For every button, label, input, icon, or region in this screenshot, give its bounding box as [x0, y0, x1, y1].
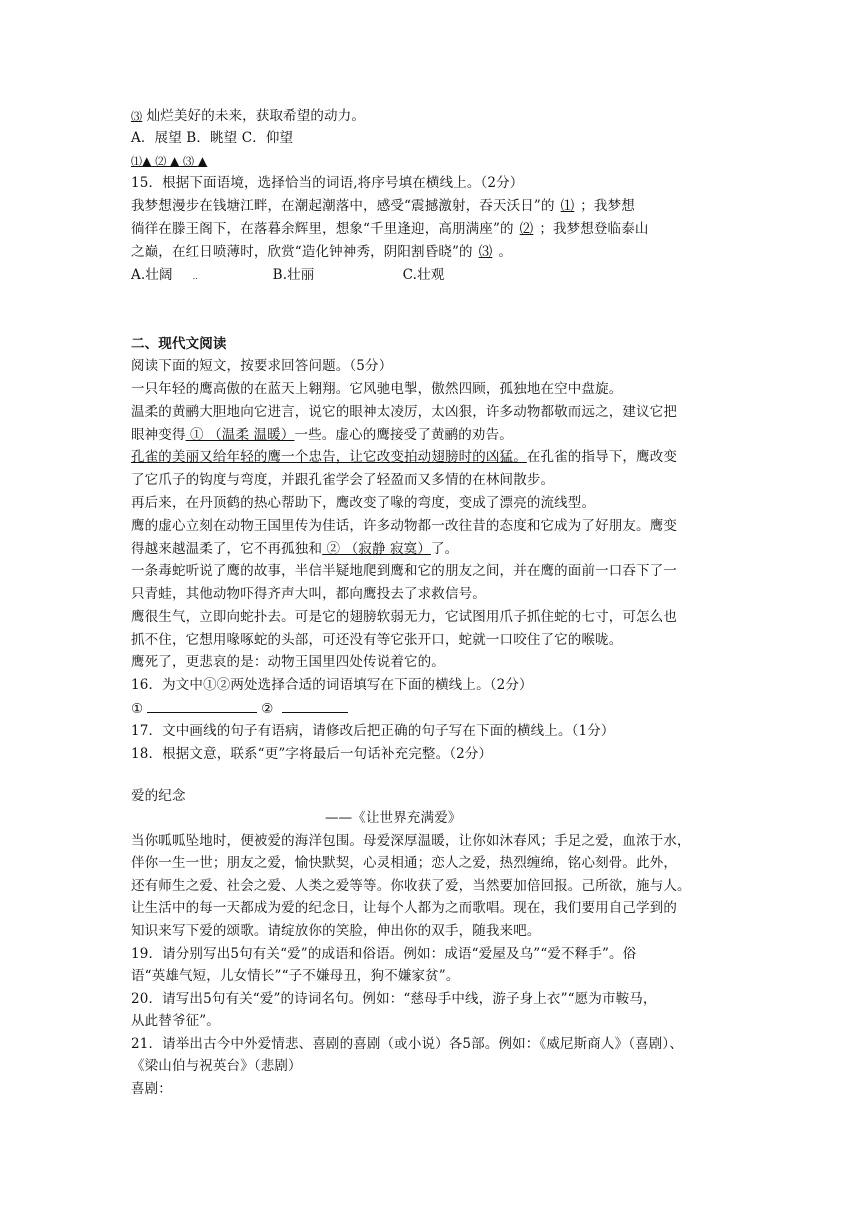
question-19-cont: 语“英雄气短，儿女情长”“子不嫌母丑，狗不嫌家贫”。: [131, 968, 460, 984]
comedy-label: 喜剧：: [131, 1081, 172, 1097]
passage-line: 眼神变得 ① （温柔 温暖）一些。虚心的鹰接受了黄鹂的劝告。: [131, 427, 513, 443]
passage-line: 鹰的虚心立刻在动物王国里传为佳话，许多动物都一改往昔的态度和它成为了好朋友。鹰变: [131, 518, 677, 534]
section-heading-2: 二、现代文阅读: [131, 336, 227, 352]
item-number: ⑶: [131, 110, 143, 123]
article-source: ——《让世界充满爱》: [325, 810, 462, 826]
article-line: 当你呱呱坠地时，便被爱的海洋包围。母爱深厚温暖，让你如沐春风；手足之爱，血浓于水，: [131, 833, 691, 849]
article-line: 让生活中的每一天都成为爱的纪念日，让每个人都为之而歌唱。现在，我们要用自己学到的: [131, 900, 677, 916]
article-title: 爱的纪念: [131, 788, 186, 804]
question-21-cont: 《梁山伯与祝英台》（悲剧）: [131, 1058, 302, 1074]
context-line-3: 之巅，在红日喷薄时，欣赏“造化钟神秀，阴阳割昏晓”的 ⑶ 。: [131, 244, 513, 260]
passage-line: 一条毒蛇听说了鹰的故事，半信半疑地爬到鹰和它的朋友之间，并在鹰的面前一口吞下了一: [131, 563, 677, 579]
underlined-sentence: 孔雀的美丽又给年轻的鹰一个忠告，让它改变拍动翅膀时的凶猛。: [131, 449, 527, 465]
context-line-1: 我梦想漫步在钱塘江畔，在潮起潮落中，感受“震撼激射，吞天沃日”的 ⑴ ；我梦想: [131, 198, 635, 214]
passage-line: 温柔的黄鹂大胆地向它进言，说它的眼神太凌厉，太凶狠，许多动物都敬而远之，建议它把: [131, 404, 677, 420]
triangle-mark: ▲: [197, 154, 208, 168]
blank-1: ⑴: [560, 198, 575, 214]
triangle-mark: ▲: [170, 154, 180, 168]
blank-1: ① （温柔 温暖）: [185, 427, 295, 443]
blank-2: ② （寂静 寂寞）: [322, 541, 431, 557]
question-20: 20．请写出5句有关“爱”的诗词名句。例如：“慈母手中线，游子身上衣”“愿为市鞍马，: [131, 991, 657, 1007]
word-options: A.壮阔 .. B.壮丽 C.壮观: [131, 267, 445, 283]
passage-line: 一只年轻的鹰高傲的在蓝天上翱翔。它风驰电掣，傲然四顾，孤独地在空中盘旋。: [131, 381, 623, 397]
blank-3: ⑶: [478, 244, 493, 260]
reading-instruction: 阅读下面的短文，按要求回答问题。（5分）: [131, 358, 393, 374]
passage-line: 再后来，在丹顶鹤的热心帮助下，鹰改变了喙的弯度，变成了漂亮的流线型。: [131, 495, 596, 511]
passage-line: 孔雀的美丽又给年轻的鹰一个忠告，让它改变拍动翅膀时的凶猛。在孔雀的指导下，鹰改变: [131, 449, 678, 465]
answer-blank: [282, 698, 348, 713]
passage-line: 只青蛙，其他动物吓得齐声大叫，都向鹰投去了求救信号。: [131, 586, 486, 602]
passage-line: 得越来越温柔了，它不再孤独和 ② （寂静 寂寞）了。: [131, 541, 459, 557]
question-15: 15．根据下面语境，选择恰当的词语,将序号填在横线上。（2分）: [131, 175, 524, 191]
question-20-cont: 从此替爷征”。: [131, 1013, 220, 1029]
blank-2: ⑵: [519, 221, 534, 237]
passage-line: 鹰很生气，立即向蛇扑去。可是它的翅膀软弱无力，它试图用爪子抓住蛇的七寸，可怎么也: [131, 609, 677, 625]
question-16: 16．为文中①②两处选择合适的词语填写在下面的横线上。（2分）: [131, 677, 533, 693]
article-line: 还有师生之爱、社会之爱、人类之爱等等。你收获了爱，当然要加倍回报。己所欲，施与人。: [131, 878, 691, 894]
article-line: 知识来写下爱的颂歌。请绽放你的笑脸，伸出你的双手，随我来吧。: [131, 923, 541, 939]
passage-line: 鹰死了，更悲哀的是：动物王国里四处传说着它的。: [131, 654, 445, 670]
passage-line: 抓不住，它想用喙啄蛇的头部，可还没有等它张开口，蛇就一口咬住了它的喉咙。: [131, 632, 623, 648]
context-line-2: 徜徉在滕王阁下，在落暮余辉里，想象“千里逢迎，高朋满座”的 ⑵ ；我梦想登临泰山: [131, 221, 649, 237]
passage-line: 了它爪子的钩度与弯度，并跟孔雀学会了轻盈而又多情的在林间散步。: [131, 472, 555, 488]
option-line-3: ⑶ 灿烂美好的未来，获取希望的动力。: [131, 108, 365, 124]
answer-line-16: ① ②: [131, 698, 348, 719]
choice-options: A．展望 B．眺望 C．仰望: [131, 130, 294, 146]
question-19: 19．请分别写出5句有关“爱”的成语和俗语。例如：成语“爱屋及乌”“爱不释手”。俗: [131, 946, 637, 962]
triangle-mark: ▲: [142, 154, 152, 168]
article-line: 伴你一生一世；朋友之爱，愉快默契，心灵相通；恋人之爱，热烈缠绵，铭心刻骨。此外，: [131, 855, 677, 871]
question-21: 21．请举出古今中外爱情悲、喜剧的喜剧（或小说）各5部。例如：《威尼斯商人》（喜剧）、: [131, 1036, 683, 1052]
question-17: 17．文中画线的句子有语病，请修改后把正确的句子写在下面的横线上。（1分）: [131, 723, 615, 739]
question-18: 18．根据文意，联系“更”字将最后一句话补充完整。（2分）: [131, 746, 493, 762]
answer-blanks: ⑴▲ ⑵ ▲ ⑶ ▲: [131, 154, 208, 168]
answer-blank: [147, 698, 257, 713]
